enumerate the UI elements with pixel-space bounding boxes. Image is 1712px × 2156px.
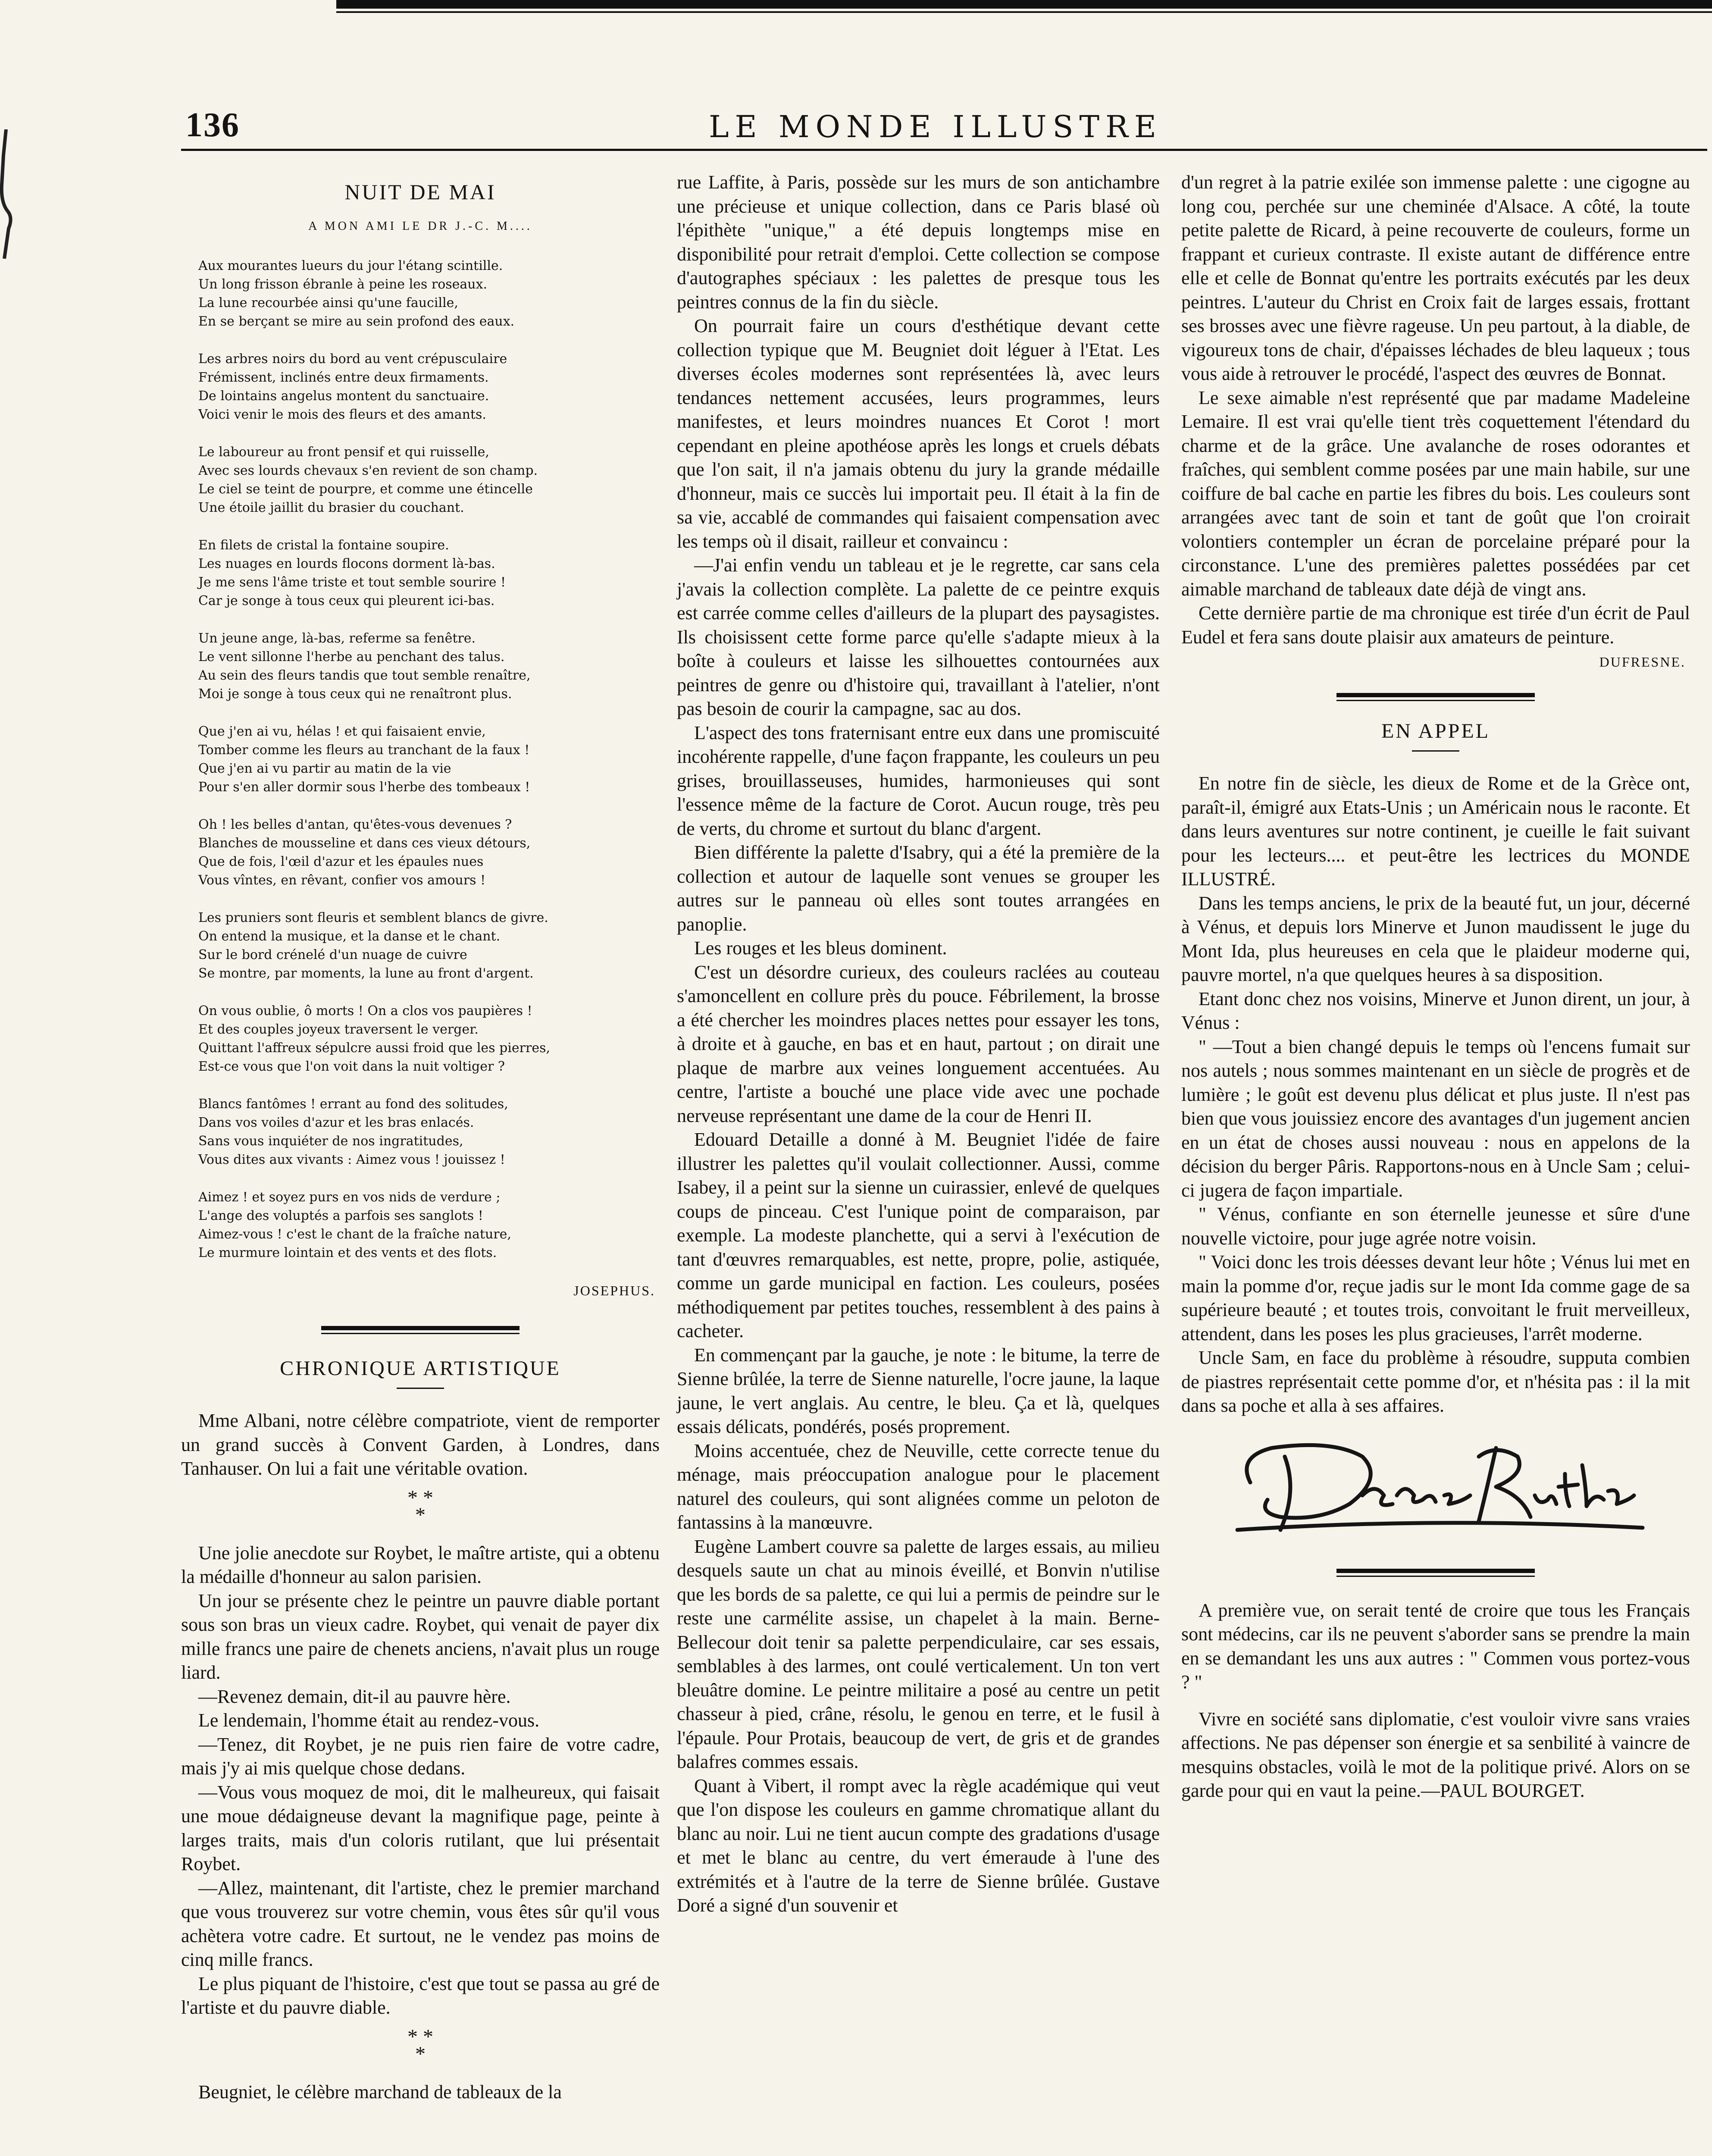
appel-paragraph: En notre fin de siècle, les dieux de Rome et de la Grèce ont, paraît-il, émigré aux Etats-Unis ; un Américain nous le raconte. Et dans leurs aventures sur notre continent, je cueille le fait suivant pour les lecteurs.... et peut-être les lectrices du MONDE ILLUSTRÉ. [1181,773,1690,890]
poem-line: Tomber comme les fleurs au tranchant de la faux ! [198,743,530,758]
poem-stanza [198,1188,660,1262]
chronique-paragraph: On pourrait faire un cours d'esthétique devant cette collection typique que M. Beugniet doit léguer à l'Etat. Les diverses écoles modernes sont représentées là, avec leurs tendances nettement accusées, leurs programmes, leurs manifestes, et leurs moindres nuances Et Corot ! mort cependant en pleine apothéose après les longs et cruels débats que l'on sait, il n'a jamais obtenu du jury la grande médaille d'honneur, mais ce succès lui importait peu. Il était à la fin de sa vie, accablé de commandes qui faisaient compensation avec les temps où il disait, railleur et convaincu : [677,315,1160,552]
chronique-paragraph: —J'ai enfin vendu un tableau et je le regrette, car sans cela j'avais la collection complète. La palette de ce peintre exquis est carrée comme celles d'ailleurs de la plupart des paysagistes. Ils choisissent cette forme parce qu'elle s'adapte mieux à la boîte à couleurs et laisse les silhouettes contournées aux peintres de genre ou d'histoire qui, travaillant à l'atelier, n'ont pas besoin de courir la campagne, sac au dos. [677,555,1160,719]
poem-line: Car je songe à tous ceux qui pleurent ici-bas. [198,593,495,608]
chronique-paragraph: En commençant par la gauche, je note : le bitume, la terre de Sienne brûlée, la terre de Sienne naturelle, l'ocre jaune, la laque jaune, le vert anglais. Au centre, le bleu. Ça et là, quelques essais délicats, pondérés, posés proprement. [677,1344,1160,1437]
closing-paragraph: A première vue, on serait tenté de croire que tous les Français sont médecins, car ils ne peuvent s'aborder sans se prendre la main en se demandant les uns aux autres : " Commen vous portez-vous ? " [1181,1599,1690,1692]
section-divider [181,1326,660,1334]
chronique-paragraph: Une jolie anecdote sur Roybet, le maître artiste, qui a obtenu la médaille d'honneur au salon parisien. [181,1542,660,1587]
poem-line: Et des couples joyeux traversent le verger. [198,1022,479,1037]
section-divider [1181,1569,1690,1577]
top-border-rule [336,0,1712,9]
chronique-paragraph: —Vous vous moquez de moi, dit le malheureux, qui faisait une moue dédaigneuse devant la magnifique page, peinte à larges traits, mais d'un coloris rutilant, que lui présentait Roybet. [181,1781,660,1874]
poem-line: Les pruniers sont fleuris et semblent blancs de givre. [198,910,548,925]
poem-line: En filets de cristal la fontaine soupire. [198,538,449,553]
poem-stanza [198,536,660,610]
poem-line: Se montre, par moments, la lune au front d'argent. [198,966,534,981]
title-underline [1412,750,1459,752]
chronique-paragraph: C'est un désordre curieux, des couleurs raclées au couteau s'amoncellent en collure près du pouce. Fébrilement, la brosse a été chercher les moindres places nettes pour essayer les tons, à droite et à gauche, en bas et en haut, partout ; on dirait une plaque de marbre aux veines longuement accentuées. Au centre, l'artiste a bouché une place vide avec une pochade nerveuse représentant une dame de la cour de Henri II. [677,961,1160,1126]
poem-title: NUIT DE MAI [344,180,496,204]
poem-stanza [198,1095,660,1169]
chronique-paragraph: —Allez, maintenant, dit l'artiste, chez le premier marchand que vous trouverez sur votre chemin, vous êtes sûr qu'il vous achètera votre cadre. Et surtout, ne le vendez pas moins de cinq mille francs. [181,1877,660,1970]
poem-line: Quittant l'affreux sépulcre aussi froid que les pierres, [198,1040,551,1056]
chronique-paragraph: Cette dernière partie de ma chronique est tirée d'un écrit de Paul Eudel et fera sans doute plaisir aux amateurs de peinture. [1181,602,1690,648]
chronique-paragraph: Mme Albani, notre célèbre compatriote, vient de remporter un grand succès à Convent Garden, à Londres, dans Tanhauser. On lui a fait une véritable ovation. [181,1410,660,1479]
poem-line: Vous vîntes, en rêvant, confier vos amours ! [198,873,486,888]
page-number: 136 [185,106,240,144]
chronique-paragraph: Quant à Vibert, il rompt avec la règle académique qui veut que l'on dispose les couleurs en gamme chromatique allant du blanc au noir. Lui ne tient aucun compte des gradations d'usage et met le blanc au centre, du vert émeraude à l'une des extrémités et à l'autre de la terre de Sienne brûlée. Gustave Doré a signé d'un souvenir et [677,1775,1160,1916]
poem-line: L'ange des voluptés a parfois ses sanglots ! [198,1208,483,1223]
poem-line: Aux mourantes lueurs du jour l'étang scintille. [198,258,503,273]
chronique-paragraph: Le sexe aimable n'est représenté que par madame Madeleine Lemaire. Il est vrai qu'elle tient très coquettement l'étendard du charme et de la grâce. Une avalanche de roses odorantes et fraîches, qui semblent comme posées par une main habile, sur une coiffure de bal cache en partie les fibres du bois. Les couleurs sont arrangées avec tant de soin et tant de goût que l'on croirait volontiers contempler un écran de porcelaine préparé pour la circonstance. L'une des premières palettes possédées par cet aimable marchand de tableaux date déjà de vingt ans. [1181,387,1690,600]
poem-line: Moi je songe à tous ceux qui ne renaîtront plus. [198,686,512,702]
appel-paragraph: " —Tout a bien changé depuis le temps où l'encens fumait sur nos autels ; nous sommes maintenant en un siècle de progrès et de lumière ; le goût est devenu plus délicat et plus juste. Il n'est pas bien que vous jouissiez encore des avantages d'un jugement ancien en un état de choses aussi nouveau : nous en appelons de la décision du berger Pâris. Rapportons-nous en à Uncle Sam ; celui-ci jugera de façon impartiale. [1181,1036,1690,1201]
poem-line: Est-ce vous que l'on voit dans la nuit voltiger ? [198,1059,505,1074]
poem-signature: JOSEPHUS. [573,1283,655,1298]
poem-line: Le murmure lointain et des vents et des flots. [198,1245,497,1260]
asterism: * * * [407,2025,433,2065]
poem-line: Les arbres noirs du bord au vent crépusculaire [198,351,507,367]
chronique-title: CHRONIQUE ARTISTIQUE [280,1357,561,1380]
poem-line: Frémissent, inclinés entre deux firmaments. [198,370,489,385]
poem-line: En se berçant se mire au sein profond des eaux. [198,314,515,329]
chronique-paragraph: rue Laffite, à Paris, possède sur les murs de son antichambre une précieuse et unique collection, dans ce Paris blasé où l'épithète "unique," a été depuis longtemps mise en disponibilité pour retrait d'emploi. Cette collection se compose d'autographes spéciaux : les palettes de presque tous les peintres connus de la fin du siècle. [677,172,1160,313]
chronique-paragraph: Moins accentuée, chez de Neuville, cette correcte tenue du ménage, mais préoccupation analogue pour le placement naturel des couleurs, qui sont alignées comme un peloton de fantassins à la manœuvre. [677,1440,1160,1533]
poem-stanza [198,257,660,331]
appel-paragraph: Dans les temps anciens, le prix de la beauté fut, un jour, décerné à Vénus, et depuis lors Minerve et Junon maudissent le juge du Mont Ida, plus heureuses en cela que le plaideur moderne qui, pauvre mortel, n'a que quelques heures à sa disposition. [1181,892,1690,985]
poem-line: Que j'en ai vu partir au matin de la vie [198,761,451,776]
chronique-paragraph: Bien différente la palette d'Isabry, qui a été la première de la collection et autour de laquelle sont venues se grouper les autres sur le panneau où elles sont toutes arrangées en panoplie. [677,842,1160,935]
poem-line: Voici venir le mois des fleurs et des amants. [198,407,486,422]
chronique-paragraph: —Revenez demain, dit-il au pauvre hère. [198,1686,511,1707]
chronique-paragraph: Le lendemain, l'homme était au rendez-vous. [198,1710,540,1731]
closing-paragraph: Vivre en société sans diplomatie, c'est vouloir vivre sans vraies affections. Ne pas dépenser son énergie et sa senbilité à vaincre de mesquins obstacles, voilà le mot de la politique privé. Alors on se garde pour qui en vaut la peine.—PAUL BOURGET. [1181,1708,1690,1801]
poem-stanza [198,1002,660,1076]
poem-line: Un long frisson ébranle à peine les roseaux. [198,277,488,292]
poem-line: Sans vous inquiéter de nos ingratitudes, [198,1134,463,1149]
page-header [185,106,1707,153]
poem-stanza [198,443,660,517]
poem-line: Je me sens l'âme triste et tout semble sourire ! [198,575,506,590]
poem-line: Que j'en ai vu, hélas ! et qui faisaient envie, [198,724,486,739]
chronique-paragraph: Le plus piquant de l'histoire, c'est que tout se passa au gré de l'artiste et du pauvre diable. [181,1973,660,2018]
poem-line: Avec ses lourds chevaux s'en revient de son champ. [198,463,538,478]
poem-line: Une étoile jaillit du brasier du couchant. [198,500,464,515]
column-1 [181,170,660,2104]
poem-stanza [198,722,660,796]
chronique-paragraph: L'aspect des tons fraternisant entre eux dans une promiscuité incohérente rappelle, d'une façon frappante, les couleurs un peu grises, brouillasseuses, humides, harmonieuses qui sont l'essence même de la facture de Corot. Aucun rouge, très peu de verts, du chrome et surtout du blanc d'argent. [677,722,1160,839]
handwritten-signature [1181,1431,1690,1556]
poem-stanza [198,629,660,703]
chronique-signature: DUFRESNE. [1599,654,1686,670]
poem-stanza [198,815,660,890]
column-2 [677,170,1160,1918]
poem-line: Dans vos voiles d'azur et les bras enlacés. [198,1115,474,1130]
chronique-paragraph: Beugniet, le célèbre marchand de tableaux de la [198,2081,562,2103]
header-rule [181,149,1707,151]
binding-edge-mark [0,129,17,259]
top-border-rule-thin [336,11,1712,13]
poem-line: Oh ! les belles d'antan, qu'êtes-vous devenues ? [198,817,512,832]
poem-line: De lointains angelus montent du sanctuaire. [198,389,489,404]
poem-line: Le vent sillonne l'herbe au penchant des talus. [198,649,505,664]
appel-title: EN APPEL [1381,720,1490,743]
chronique-paragraph: d'un regret à la patrie exilée son immense palette : une cigogne au long cou, perchée sur une cheminée d'Alsace. A côté, la toute petite palette de Ricard, à peine recouverte de couleurs, forme un frappant et curieux contraste. Il existe autant de différence entre elle et celle de Bonnat qu'entre les portraits exécutés par les deux peintres. L'auteur du Christ en Croix fait de larges essais, frottant ses brosses avec une fièvre rageuse. Un peu partout, à la diable, de vigoureux tons de chair, d'épaisses léchades de bleu laqueux ; tous vous aide à retrouver le procédé, l'aspect des œuvres de Bonnat. [1181,172,1690,384]
poem-line: On vous oublie, ô morts ! On a clos vos paupières ! [198,1003,532,1018]
section-divider [1181,693,1690,701]
chronique-paragraph: Un jour se présente chez le peintre un pauvre diable portant sous son bras un vieux cadre. Roybet, qui venait de payer dix mille francs une paire de chenets anciens, n'avait plus un rouge liard. [181,1590,660,1683]
poem-line: Blancs fantômes ! errant au fond des solitudes, [198,1097,508,1112]
chronique-paragraph: Eugène Lambert couvre sa palette de larges essais, au milieu desquels saute un chat au minois éveillé, et Bonvin n'utilise que les bords de sa palette, ce qui lui a permis de peindre sur le reste une carmélite assise, un chapelet à la main. Berne-Bellecour doit tenir sa palette perpendiculaire, car ses essais, semblables à des larmes, ont coulé verticalement. Un ton vert bleuâtre domine. Le peintre militaire a posé au centre un petit chasseur à pied, crâne, résolu, le genou en terre, et le fusil à l'épaule. Pour Protais, beaucoup de vert, de gris et de grandes balafres commes essais. [677,1536,1160,1772]
poem-line: Le laboureur au front pensif et qui ruisselle, [198,445,489,460]
poem-line: Les nuages en lourds flocons dorment là-bas. [198,556,495,571]
title-underline [397,1388,444,1389]
poem-stanza [198,909,660,983]
chronique-paragraph: Les rouges et les bleus dominent. [694,937,947,959]
poem-line: La lune recourbée ainsi qu'une faucille, [198,295,458,310]
chronique-paragraph: —Tenez, dit Roybet, je ne puis rien faire de votre cadre, mais j'y ai mis quelque chose dedans. [181,1733,660,1779]
appel-paragraph: " Voici donc les trois déesses devant leur hôte ; Vénus lui met en main la pomme d'or, reçue jadis sur le mont Ida comme gage de sa supérieure beauté ; et toutes trois, convoitant le fruit merveilleux, attendent, dans les poses les plus gracieuses, l'arrêt moderne. [1181,1251,1690,1344]
poem-line: Vous dites aux vivants : Aimez vous ! jouissez ! [198,1152,505,1167]
poem-line: Le ciel se teint de pourpre, et comme une étincelle [198,482,533,497]
column-3 [1181,170,1690,1803]
poem-line: Blanches de mousseline et dans ces vieux détours, [198,836,531,851]
appel-paragraph: " Vénus, confiante en son éternelle jeunesse et sûre d'une nouvelle victoire, pour juge agrée notre voisin. [1181,1203,1690,1249]
poem-line: Pour s'en aller dormir sous l'herbe des tombeaux ! [198,780,530,795]
journal-title: LE MONDE ILLUSTRE [709,109,1162,144]
poem-line: Aimez ! et soyez purs en vos nids de verdure ; [198,1190,501,1205]
poem-body [181,257,660,1262]
poem-line: Que de fois, l'œil d'azur et les épaules nues [198,854,484,869]
chronique-paragraph: Edouard Detaille a donné à M. Beugniet l'idée de faire illustrer les palettes qu'il voulait collectionner. Aussi, comme Isabey, il a peint sur la sienne un cuirassier, enlevé de quelques coups de pinceau. C'est l'unique point de comparaison, par exemple. La modeste planchette, qui a servi à l'exécution de tant d'œuvres remarquables, est nette, propre, polie, astiquée, comme un garde municipal en faction. Les couleurs, posées méthodiquement par petites touches, ressemblent à des pains à cacheter. [677,1129,1160,1341]
appel-paragraph: Etant donc chez nos voisins, Minerve et Junon dirent, un jour, à Vénus : [1181,988,1690,1033]
poem-stanza [198,350,660,424]
poem-line: Sur le bord crénelé d'un nuage de cuivre [198,947,467,962]
poem-dedication: A MON AMI LE DR J.-C. M.... [308,219,532,233]
appel-paragraph: Uncle Sam, en face du problème à résoudre, supputa combien de piastres représentait cette pomme d'or, et n'hésita pas : il la mit dans sa poche et alla à ses affaires. [1181,1347,1690,1416]
poem-line: Un jeune ange, là-bas, referme sa fenêtre. [198,631,476,646]
poem-line: On entend la musique, et la danse et le chant. [198,929,501,944]
poem-line: Au sein des fleurs tandis que tout semble renaître, [198,668,531,683]
asterism: * * * [407,1486,433,1526]
poem-line: Aimez-vous ! c'est le chant de la fraîche nature, [198,1227,511,1242]
